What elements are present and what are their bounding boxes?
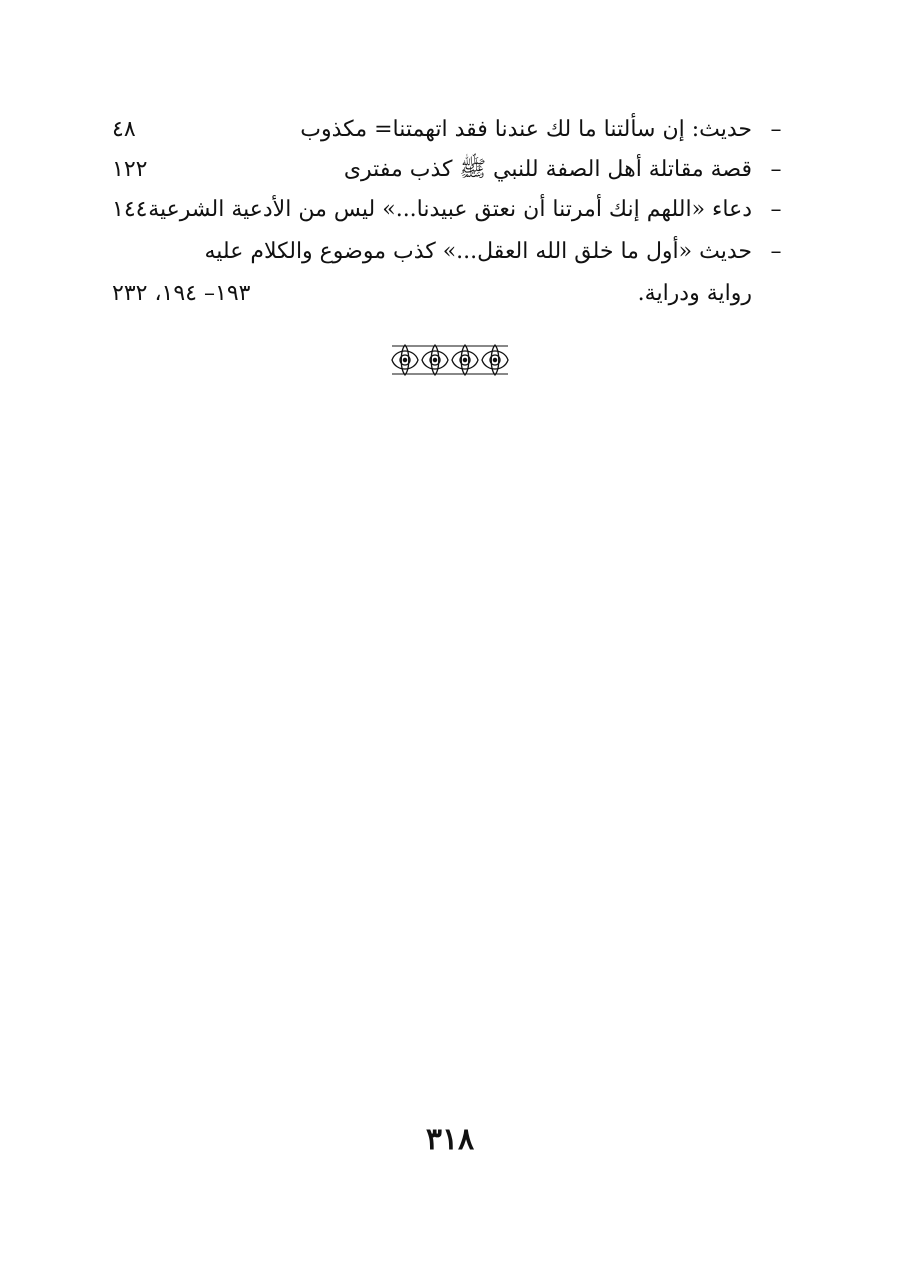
entry-pages: ١٤٤ — [112, 197, 148, 222]
page-number: ٣١٨ — [425, 1122, 475, 1157]
index-entry — [100, 190, 790, 230]
index-entry — [100, 150, 790, 190]
entry-dash: – — [770, 157, 782, 182]
entry-text: دعاء «اللهم إنك أمرتنا أن نعتق عبيدنا...» ليس من الأدعية الشرعية — [148, 197, 752, 222]
entry-dash: – — [770, 117, 782, 142]
entry-dash: – — [770, 239, 782, 264]
entry-pages: ١٢٢ — [112, 157, 148, 182]
index-entry — [100, 232, 790, 272]
entry-pages: ٤٨ — [112, 117, 136, 142]
entry-text: قصة مقاتلة أهل الصفة للنبي ﷺ كذب مفترى — [343, 157, 752, 182]
entry-pages: ١٩٣– ١٩٤، ٢٣٢ — [112, 281, 251, 306]
entry-dash: – — [770, 197, 782, 222]
entry-text: حديث: إن سألتنا ما لك عندنا فقد اتهمتنا= مكذوب — [300, 117, 752, 142]
entry-text: رواية ودراية. — [637, 281, 752, 306]
entry-text: حديث «أول ما خلق الله العقل...» كذب موضوع والكلام عليه — [204, 239, 752, 264]
floral-ornament-icon — [390, 342, 510, 378]
index-entry-continuation — [100, 274, 790, 314]
index-entry — [100, 110, 790, 150]
